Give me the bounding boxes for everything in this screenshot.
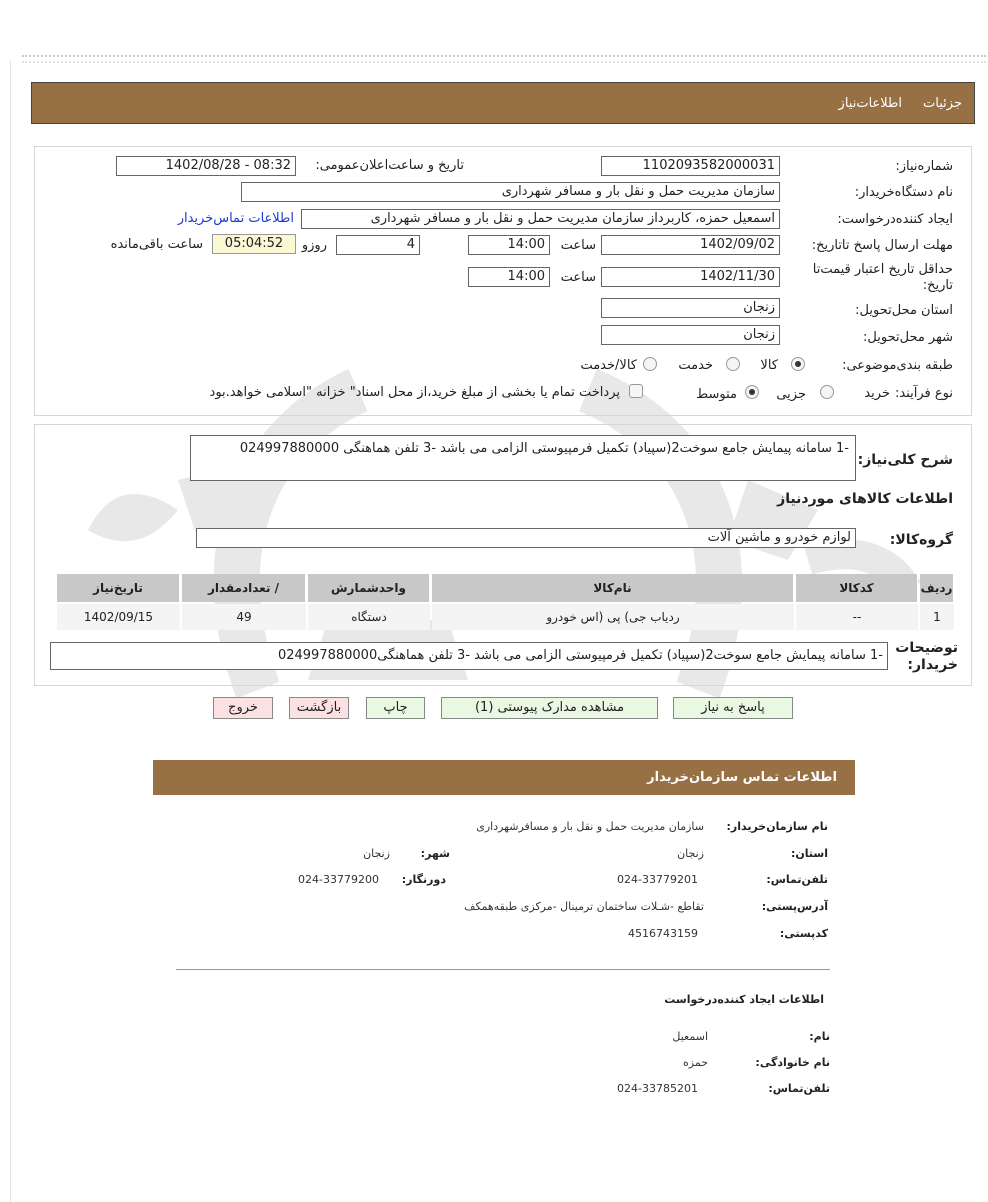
contact-province-label: استان: [791,847,828,860]
buyer-contact-link[interactable]: اطلاعات تماس‌خریدار [177,211,294,226]
days-label: روزو [301,238,327,253]
creator-name-label: نام: [809,1030,830,1043]
contact-phone-label: تلفن‌تماس: [766,873,828,886]
treasury-payment-label: پرداخت تمام یا بخشی از مبلغ خرید،از محل اسناد" خزانه "اسلامی خواهد.بود [209,385,620,400]
top-dotted-divider [22,55,986,63]
deadline-date-field: 1402/09/02 [601,235,780,255]
creator-phone-label: تلفن‌تماس: [768,1082,830,1095]
deadline-time-field: 14:00 [468,235,550,255]
deadline-label: مهلت ارسال پاسخ تا‌تاریخ: [811,238,953,253]
need-number-field: 1102093582000031 [601,156,780,176]
creator-info-title: اطلاعات ایجاد کننده‌درخواست [664,993,824,1006]
tab-need-info[interactable]: اطلاعات‌نیاز [838,96,902,111]
price-valid-date-field: 1402/11/30 [601,267,780,287]
category-goods-radio[interactable] [791,357,805,371]
contact-org-label: نام سازمان‌خریدار: [726,820,828,833]
goods-group-label: گروه‌کالا: [889,532,953,548]
table-header-code: کدکالا [796,574,918,602]
goods-info-title: اطلاعات کالاهای مورد‌نیاز [777,491,953,507]
price-valid-time-label: ساعت [560,270,596,285]
buyer-org-field: سازمان مدیریت حمل و نقل بار و مسافر شهرداری [241,182,780,202]
process-medium-label: متوسط [696,387,737,402]
contact-province-value: زنجان [677,847,704,860]
contact-city-label: شهر: [420,847,450,860]
process-label: نوع فرآیند: [895,386,953,401]
buyer-contact-title: اطلاعات تماس سازمان‌خریدار [647,770,837,785]
table-cell-code: -- [796,604,918,630]
details-header-bar [31,82,975,124]
price-valid-label: حداقل تاریخ اعتبار قیمت‌تا تاریخ: [812,262,953,293]
contact-address-value: تقاطع -شـلات ساختمان ترمینال -مرکزی طبقه‌همکف [464,900,704,913]
province-label: استان محل‌تحویل: [855,303,953,318]
contact-fax-value: 024-33779200 [298,873,379,886]
category-label: طبقه بندی‌موضوعی: [842,358,953,373]
table-header-row-no: ردیف [920,574,954,602]
creator-label: ایجاد کننده‌درخواست: [837,212,953,227]
view-documents-button[interactable]: مشاهده مدارک پیوستی (1) [441,697,658,719]
contact-city-value: زنجان [363,847,390,860]
treasury-payment-checkbox[interactable] [629,384,643,398]
contact-phone-value: 024-33779201 [617,873,698,886]
category-goods-label: کالا [760,358,778,373]
table-header-name: نام‌کالا [432,574,794,602]
table-header-quantity: تعدادمقدار / [182,574,306,602]
category-goods-service-radio[interactable] [643,357,657,371]
table-cell-name: ردیاب جی) پی (اس خودرو [432,604,794,630]
price-valid-time-field: 14:00 [468,267,550,287]
table-header-date: تاریخ‌نیاز [57,574,180,602]
exit-button[interactable]: خروج [213,697,273,719]
deadline-time-label: ساعت [560,238,596,253]
need-number-label: شماره‌نیاز: [895,159,953,174]
tab-details[interactable]: جزئیات [923,96,962,111]
category-goods-service-label: کالا/خدمت [580,358,637,373]
contact-address-label: آدرس‌پستی: [761,900,828,913]
description-field: -1 سامانه پیمایش جامع سوخت2(سپیاد) تکمیل فرمپیوستی الزامی می باشد -3 تلفن هماهنگی 024997880000 [190,435,856,481]
province-field: زنجان [601,298,780,318]
table-cell-quantity: 49 [182,604,306,630]
process-medium-radio[interactable] [745,385,759,399]
buyer-notes-field: -1 سامانه پیمایش جامع سوخت2(سپیاد) تکمیل فرمپیوستی الزامی می باشد -3 تلفن هماهنگی024997880000 [50,642,888,670]
announce-date-field: 1402/08/28 - 08:32 [116,156,296,176]
goods-group-field: لوازم خودرو و ماشین آلات [196,528,856,548]
category-service-radio[interactable] [726,357,740,371]
remaining-label: ساعت باقی‌مانده [110,237,203,252]
left-border-line [10,60,11,1202]
table-header-unit: واحدشمارش [308,574,430,602]
creator-phone-value: 024-33785201 [617,1082,698,1095]
process-partial-label: جزیی [776,387,806,402]
contact-org-value: سازمان مدیریت حمل و نقل بار و مسافرشهرداری [476,820,704,833]
buyer-contact-header [153,760,855,795]
remaining-timer: 05:04:52 [212,234,296,254]
process-partial-radio[interactable] [820,385,834,399]
contact-fax-label: دورنگار: [401,873,446,886]
creator-field: اسمعیل حمزه، کاربرداز سازمان مدیریت حمل و نقل بار و مسافر شهرداری [301,209,780,229]
description-label: شرح کلی‌نیاز: [857,452,953,468]
process-buy-label: خرید [864,386,890,401]
category-service-label: خدمت [678,358,713,373]
contact-postal-label: کد‌پستی: [779,927,828,940]
contact-separator [176,969,830,970]
buyer-notes-label: توضیحات خریدار: [895,640,958,673]
buyer-org-label: نام دستگاه‌خریدار: [854,185,953,200]
reply-button[interactable]: پاسخ به نیاز [673,697,793,719]
city-label: شهر محل‌تحویل: [863,330,953,345]
creator-family-label: نام خانوادگی: [755,1056,830,1069]
table-cell-unit: دستگاه [308,604,430,630]
announce-date-label: تاریخ و ساعت‌اعلان‌عمومی: [315,158,464,173]
print-button[interactable]: چاپ [366,697,425,719]
table-cell-row-no: 1 [920,604,954,630]
days-field: 4 [336,235,420,255]
contact-postal-value: 4516743159 [628,927,698,940]
city-field: زنجان [601,325,780,345]
table-cell-date: 1402/09/15 [57,604,180,630]
back-button[interactable]: بازگشت [289,697,349,719]
creator-name-value: اسمعیل [672,1030,708,1043]
creator-family-value: حمزه [683,1056,708,1069]
